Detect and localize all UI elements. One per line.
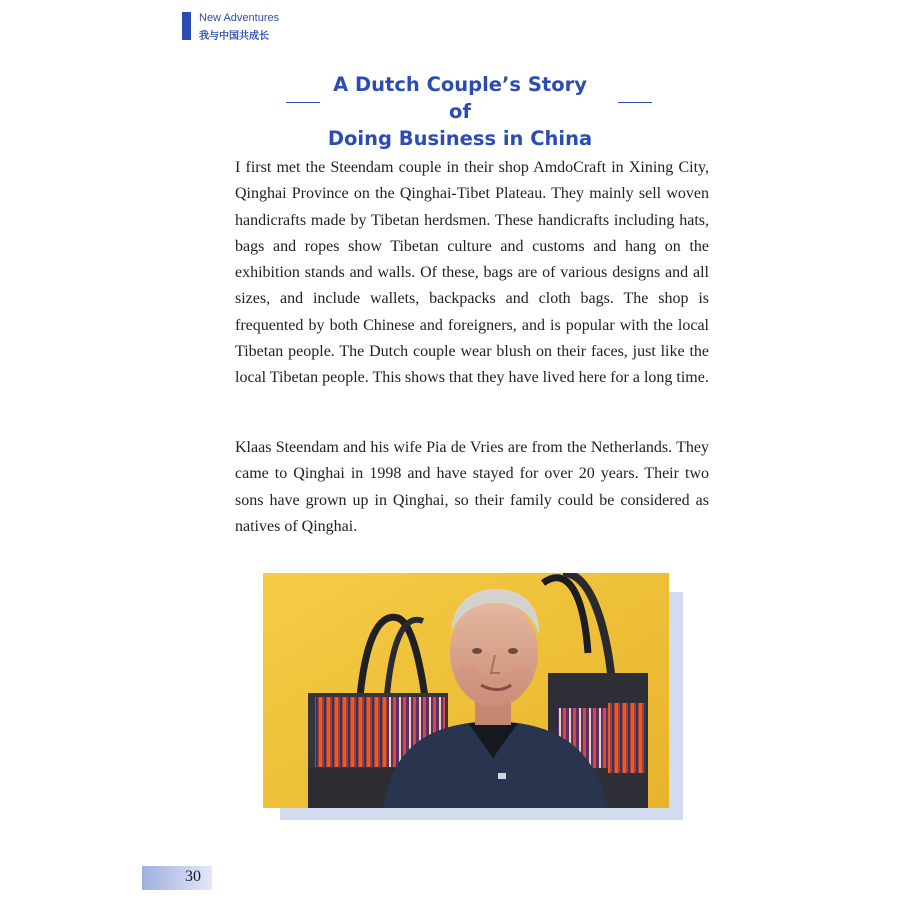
article-title-line1: A Dutch Couple’s Story of xyxy=(333,73,587,123)
section-title-cn: 我与中国共成长 xyxy=(199,31,269,42)
article-title xyxy=(320,71,600,152)
section-title-en: New Adventures xyxy=(199,12,280,24)
photo-man-with-tibetan-bags xyxy=(263,573,669,808)
page-number: 30 xyxy=(185,868,201,885)
paragraph-2: Klaas Steendam and his wife Pia de Vries are from the Netherlands. They came to Qinghai in 1998 and have stayed for over 20 years. Their two sons have grown up in Qinghai, so their family could be considered as natives of Qinghai. xyxy=(235,439,709,535)
article-title-line2: Doing Business in China xyxy=(327,127,593,150)
article-photo xyxy=(263,573,669,808)
page-number-block xyxy=(142,866,212,890)
header-accent-bar xyxy=(182,12,191,40)
paragraph-1: I first met the Steendam couple in their shop AmdoCraft in Xining City, Qinghai Province on the Qinghai-Tibet Plateau. They mainly sell woven handicrafts made by Tibetan herdsmen. These handicrafts including hats, bags and ropes show Tibetan culture and customs and hang on the exhibition stands and walls. Of these, bags are of various designs and all sizes, and include wallets, backpacks and cloth bags. The shop is frequented by both Chinese and foreigners, and is popular with the local Tibetan people. The Dutch couple wear blush on their faces, just like the local Tibetan people. This shows that they have lived here for a long time. xyxy=(235,159,709,387)
title-left-rule xyxy=(286,102,320,103)
title-right-rule xyxy=(618,102,652,103)
